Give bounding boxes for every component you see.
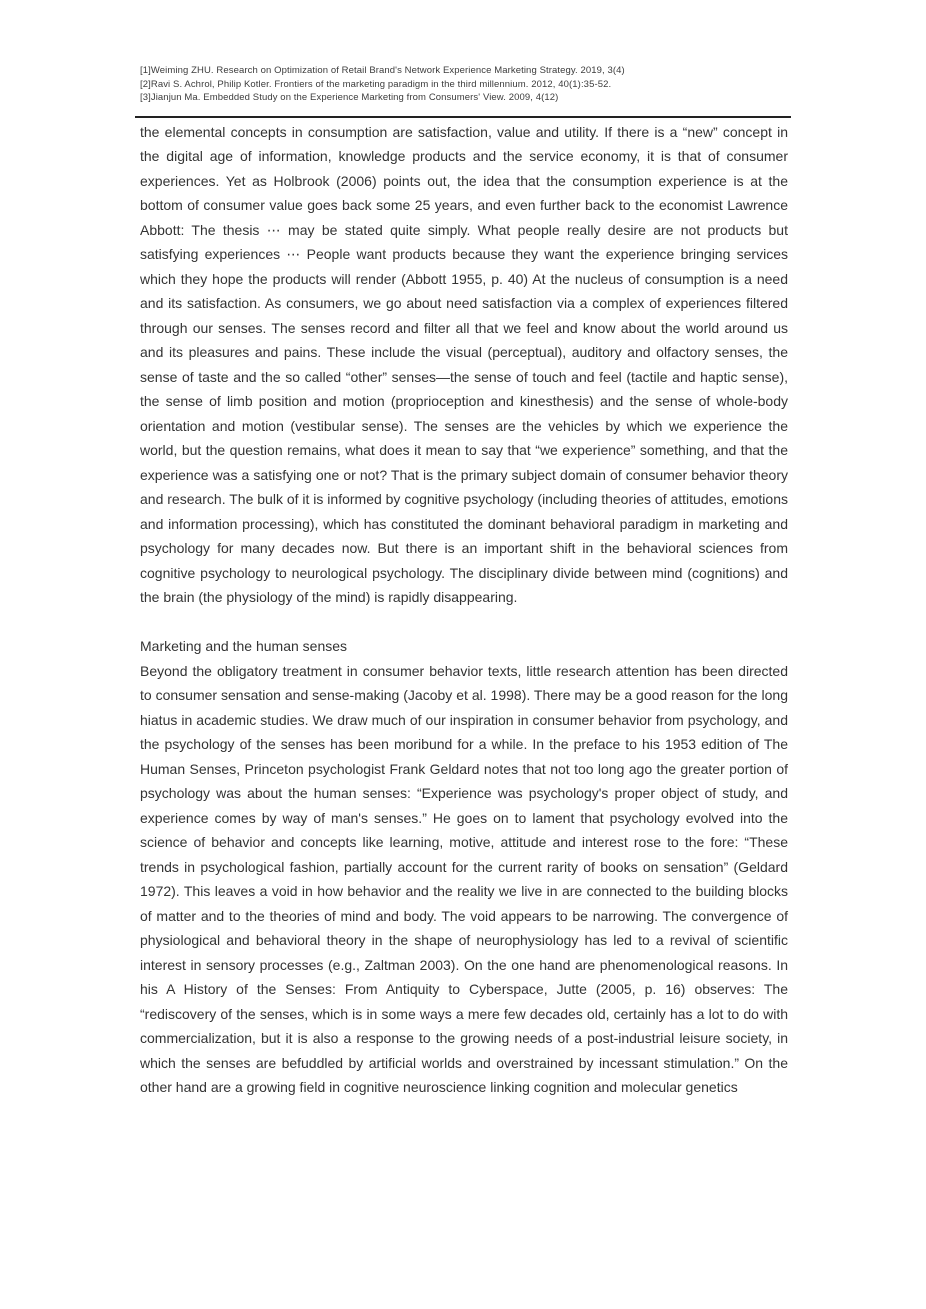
section-heading: Marketing and the human senses xyxy=(140,638,348,654)
footnote-divider xyxy=(135,116,791,118)
body-paragraph-2: Beyond the obligatory treatment in consumer behavior texts, little research attention has been directed to consumer sensation and sense-making (Jacoby et al. 1998). There may be a good reason for the long hiatus in academic studies. We draw much of our inspiration in consumer behavior from psychology, and the psychology of the senses has been moribund for a while. In the preface to his 1953 edition of The Human Senses, Princeton psychologist Frank Geldard notes that not too long ago the greater portion of psychology was about the human senses: “Experience was psychology's proper object of study, and experience comes by way of man's senses.” He goes on to lament that psychology evolved into the science of behavior and concepts like learning, motive, attitude and interest rose to the fore: “These trends in psychological fashion, partially account for the current rarity of books on sensation” (Geldard 1972). This leaves a void in how behavior and the reality we live in are connected to the building blocks of matter and to the theories of mind and body. The void appears to be narrowing. The convergence of physiological and behavioral theory in the shape of neurophysiology has led to a revival of scientific interest in sensory processes (e.g., Zaltman 2003). On the one hand are phenomenological reasons. In his A History of the Senses: From Antiquity to Cyberspace, Jutte (2005, p. 16) observes: The “rediscovery of the senses, which is in some ways a mere few decades old, certainly has a lot to do with commercialization, but it is also a response to the growing needs of a post-industrial leisure society, in which the senses are befuddled by artificial worlds and overstrained by incessant stimulation.” On the other hand are a growing field in cognitive neuroscience linking cognition and molecular genetics xyxy=(140,662,788,1095)
reference-item-3: [3]Jianjun Ma. Embedded Study on the Experience Marketing from Consumers' View. 2009, 4(12) xyxy=(140,92,559,103)
body-paragraph-1: the elemental concepts in consumption are satisfaction, value and utility. If there is a “new” concept in the digital age of information, knowledge products and the service economy, it is that of consumer experiences. Yet as Holbrook (2006) points out, the idea that the consumption experience is at the bottom of consumer value goes back some 25 years, and even further back to the economist Lawrence Abbott: The thesis ⋯ may be stated quite simply. What people really desire are not products but satisfying experiences ⋯ People want products because they want the experience bringing services which they hope the products will render (Abbott 1955, p. 40) At the nucleus of consumption is a need and its satisfaction. As consumers, we go about need satisfaction via a complex of experiences filtered through our senses. The senses record and filter all that we feel and know about the world around us and its pleasures and pains. These include the visual (perceptual), auditory and olfactory senses, the sense of taste and the so called “other” senses—the sense of touch and feel (tactile and haptic sense), the sense of limb position and motion (proprioception and kinesthesis) and the sense of whole-body orientation and motion (vestibular sense). The senses are the vehicles by which we experience the world, but the question remains, what does it mean to say that “we experience” something, and that the experience was a satisfying one or not? That is the primary subject domain of consumer behavior theory and research. The bulk of it is informed by cognitive psychology (including theories of attitudes, emotions and information processing), which has constituted the dominant behavioral paradigm in marketing and psychology for many decades now. But there is an important shift in the behavioral sciences from cognitive psychology to neurological psychology. The disciplinary divide between mind (cognitions) and the brain (the physiology of the mind) is rapidly disappearing. xyxy=(140,123,788,605)
reference-item-2: [2]Ravi S. Achrol, Philip Kotler. Frontiers of the marketing paradigm in the third millennium. 2012, 40(1):35-52. xyxy=(140,78,612,90)
reference-item-1: [1]Weiming ZHU. Research on Optimization of Retail Brand's Network Experience Marketing Strategy. 2019, 3(4) xyxy=(140,65,625,76)
footnotes-block xyxy=(140,64,788,105)
article-body xyxy=(140,120,788,1100)
